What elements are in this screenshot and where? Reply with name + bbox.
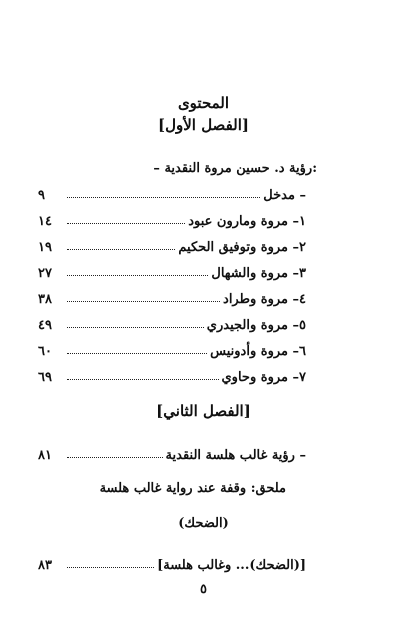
toc-entry — [38, 313, 306, 333]
section1-heading: [الفصل الأول] — [158, 116, 249, 134]
toc-entry-page: ٩ — [38, 188, 45, 203]
toc-entry-label: ٧– مروة وحاوي — [221, 370, 306, 385]
toc-entry-label: ٢– مروة وتوفيق الحكيم — [178, 240, 306, 255]
toc-entry-page: ٤٩ — [38, 318, 52, 333]
toc-entry — [38, 365, 306, 385]
toc-entry — [38, 183, 306, 203]
toc-entry — [38, 235, 306, 255]
dot-leader — [67, 378, 219, 380]
toc-entry-page: ٨٣ — [38, 558, 52, 573]
dot-leader — [67, 274, 208, 276]
dot-leader — [67, 196, 260, 198]
toc-entry-label: ٦– مروة وأدونيس — [210, 344, 306, 359]
toc-entry-label: ١– مروة ومارون عبود — [188, 214, 306, 229]
toc-entry — [38, 261, 306, 281]
page-title: المحتوى — [177, 94, 230, 112]
toc-entry — [38, 553, 306, 573]
appendix-line: ملحق: وقفة عند رواية غالب هلسة — [99, 481, 286, 496]
toc-entry-page: ٦٠ — [38, 344, 52, 359]
toc-entry — [38, 209, 306, 229]
section1-subheading: – رؤية د. حسين مروة النقدية: — [153, 161, 317, 176]
toc-entry-label: ٥– مروة والجيدري — [206, 318, 306, 333]
dot-leader — [67, 566, 154, 568]
toc-entry-label: ٣– مروة والشهال — [211, 266, 306, 281]
toc-entry-page: ٦٩ — [38, 370, 52, 385]
toc-entry-label: [(الضحك)... وغالب هلسة] — [157, 558, 306, 573]
toc-entry-page: ٨١ — [38, 448, 52, 463]
dot-leader — [67, 352, 207, 354]
section2-heading: [الفصل الثاني] — [156, 402, 251, 420]
toc-entry — [38, 287, 306, 307]
dot-leader — [67, 326, 204, 328]
toc-entry-label: ٤– مروة وطراد — [223, 292, 306, 307]
toc-entry-label: – رؤية غالب هلسة النقدية — [165, 448, 306, 463]
dot-leader — [67, 222, 185, 224]
dot-leader — [67, 300, 220, 302]
toc-entry-page: ٢٧ — [38, 266, 52, 281]
toc-entry — [38, 339, 306, 359]
toc-entry — [38, 443, 306, 463]
subsection-heading: (الضحك) — [178, 516, 229, 531]
toc-entry-page: ١٤ — [38, 214, 52, 229]
dot-leader — [67, 456, 163, 458]
page-number: ٥ — [200, 582, 207, 597]
toc-entry-page: ١٩ — [38, 240, 52, 255]
toc-entry-page: ٣٨ — [38, 292, 52, 307]
dot-leader — [67, 248, 175, 250]
toc-entry-label: – مدخل — [263, 188, 306, 203]
